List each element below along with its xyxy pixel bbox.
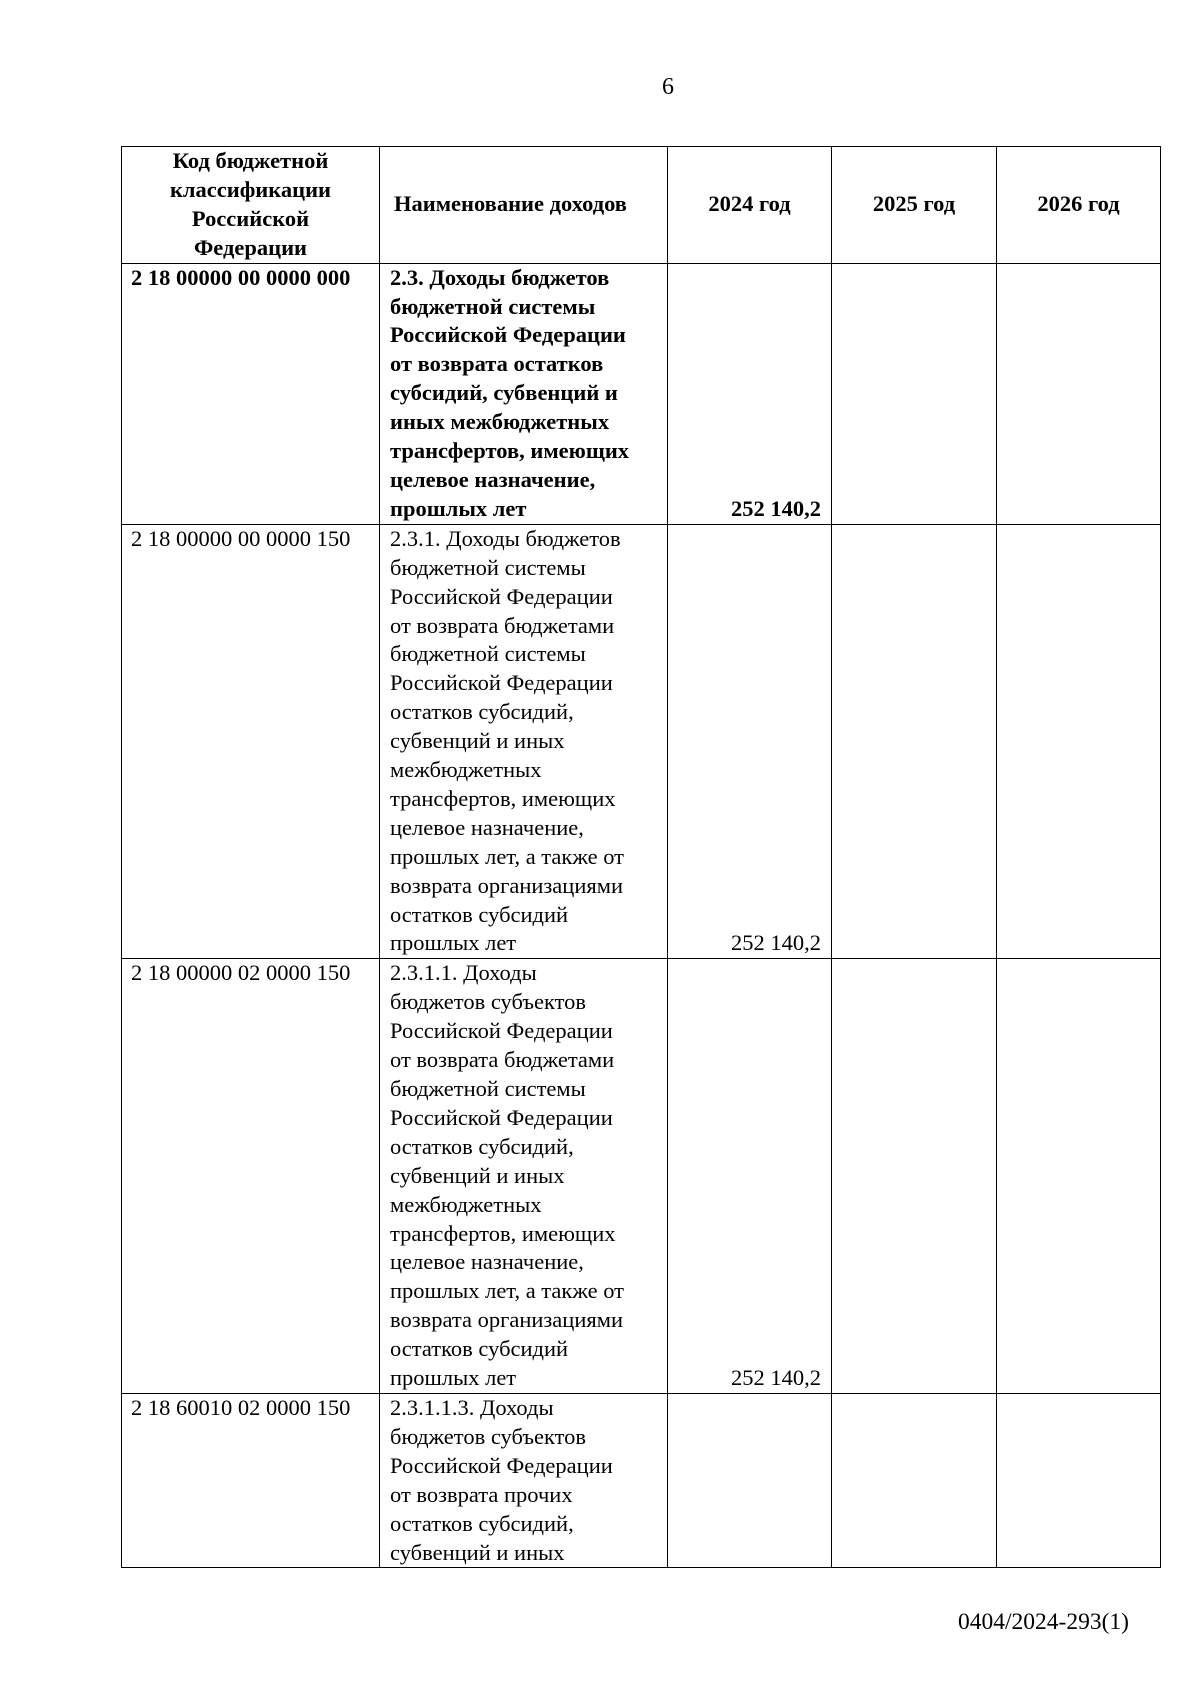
name-line: Российской Федерации — [390, 1452, 613, 1478]
name-line: от возврата остатков — [390, 351, 604, 377]
name-line: остатков субсидий — [390, 901, 569, 927]
name-line: от возврата бюджетами — [390, 612, 615, 638]
name-line: Российской Федерации — [390, 322, 626, 348]
header-revenue-name — [380, 147, 668, 264]
name-line: межбюджетных — [390, 1191, 542, 1217]
name-line: Российской Федерации — [390, 670, 613, 696]
budget-code-cell: 2 18 00000 00 0000 000 — [122, 263, 380, 524]
value-2025-cell — [832, 959, 997, 1394]
name-line: остатков субсидий — [390, 1336, 569, 1362]
table-row — [122, 1393, 1161, 1567]
header-year-2025 — [832, 147, 997, 264]
name-line: остатков субсидий, — [390, 1510, 574, 1536]
header-budget-code — [122, 147, 380, 264]
name-line: субвенций и иных — [390, 1162, 565, 1188]
name-line: прошлых лет — [390, 930, 517, 956]
header-year-2026 — [997, 147, 1161, 264]
table-header-row — [122, 147, 1161, 264]
name-line: трансфертов, имеющих — [390, 785, 616, 811]
name-line: прошлых лет, а также от — [390, 843, 624, 869]
name-line: 2.3.1.1.3. Доходы — [390, 1394, 554, 1420]
table-row — [122, 524, 1161, 959]
name-line: остатков субсидий, — [390, 699, 574, 725]
revenue-name-cell — [380, 959, 668, 1394]
name-line: возврата организациями — [390, 872, 623, 898]
value-2026-cell — [997, 959, 1161, 1394]
name-line: Российской Федерации — [390, 1104, 613, 1130]
name-line: остатков субсидий, — [390, 1133, 574, 1159]
page-number: 6 — [662, 74, 674, 100]
name-line: трансфертов, имеющих — [390, 438, 630, 464]
budget-code-cell: 2 18 00000 02 0000 150 — [122, 959, 380, 1394]
header-line: Код бюджетной — [172, 148, 329, 173]
name-line: прошлых лет — [390, 1365, 517, 1391]
header-line: 2024 год — [708, 191, 791, 217]
name-line: субсидий, субвенций и — [390, 380, 618, 406]
revenue-name-cell — [380, 524, 668, 959]
revenue-table — [121, 146, 1161, 1568]
name-line: иных межбюджетных — [390, 409, 610, 435]
name-line: целевое назначение, — [390, 814, 584, 840]
header-line: классификации — [169, 176, 332, 202]
name-line: возврата организациями — [390, 1307, 623, 1333]
revenue-name-cell — [380, 263, 668, 524]
name-line: 2.3.1.1. Доходы — [390, 960, 537, 986]
value-2026-cell — [997, 1393, 1161, 1567]
header-line: Российской — [191, 205, 310, 231]
name-line: межбюджетных — [390, 757, 542, 783]
name-line: бюджетной системы — [390, 1076, 586, 1101]
header-year-2024 — [668, 147, 832, 264]
name-line: Российской Федерации — [390, 1018, 613, 1044]
document-registration-number: 0404/2024-293(1) — [957, 1609, 1129, 1635]
table-row — [122, 263, 1161, 524]
value-2024-cell: 252 140,2 — [668, 263, 832, 524]
name-line: Российской Федерации — [390, 583, 613, 609]
name-line: субвенций и иных — [390, 728, 565, 754]
name-line: бюджетов субъектов — [390, 1423, 587, 1449]
name-line: прошлых лет, а также от — [390, 1278, 624, 1304]
name-line: трансфертов, имеющих — [390, 1220, 616, 1246]
value-2025-cell — [832, 1393, 997, 1567]
table-row — [122, 959, 1161, 1394]
name-line: субвенций и иных — [390, 1539, 565, 1565]
name-line: 2.3. Доходы бюджетов — [390, 264, 610, 290]
name-line: прошлых лет — [390, 495, 527, 521]
value-2024-cell: 252 140,2 — [668, 959, 832, 1394]
value-2026-cell — [997, 524, 1161, 959]
value-2024-cell: 252 140,2 — [668, 524, 832, 959]
header-line: Наименование доходов — [394, 191, 627, 217]
revenue-name-cell — [380, 1393, 668, 1567]
name-line: бюджетной системы — [390, 554, 586, 580]
value-2024-cell — [668, 1393, 832, 1567]
header-line: 2025 год — [872, 191, 956, 217]
name-line: от возврата прочих — [390, 1481, 573, 1507]
name-line: бюджетной системы — [390, 293, 596, 319]
budget-code-cell: 2 18 60010 02 0000 150 — [122, 1393, 380, 1567]
value-2025-cell — [832, 263, 997, 524]
header-line: Федерации — [193, 234, 308, 260]
name-line: от возврата бюджетами — [390, 1047, 615, 1073]
value-2026-cell — [997, 263, 1161, 524]
name-line: бюджетной системы — [390, 641, 586, 667]
name-line: 2.3.1. Доходы бюджетов — [390, 525, 621, 551]
value-2025-cell — [832, 524, 997, 959]
header-line: 2026 год — [1037, 191, 1120, 217]
budget-code-cell: 2 18 00000 00 0000 150 — [122, 524, 380, 959]
name-line: целевое назначение, — [390, 1249, 584, 1275]
name-line: бюджетов субъектов — [390, 989, 587, 1015]
name-line: целевое назначение, — [390, 466, 596, 492]
